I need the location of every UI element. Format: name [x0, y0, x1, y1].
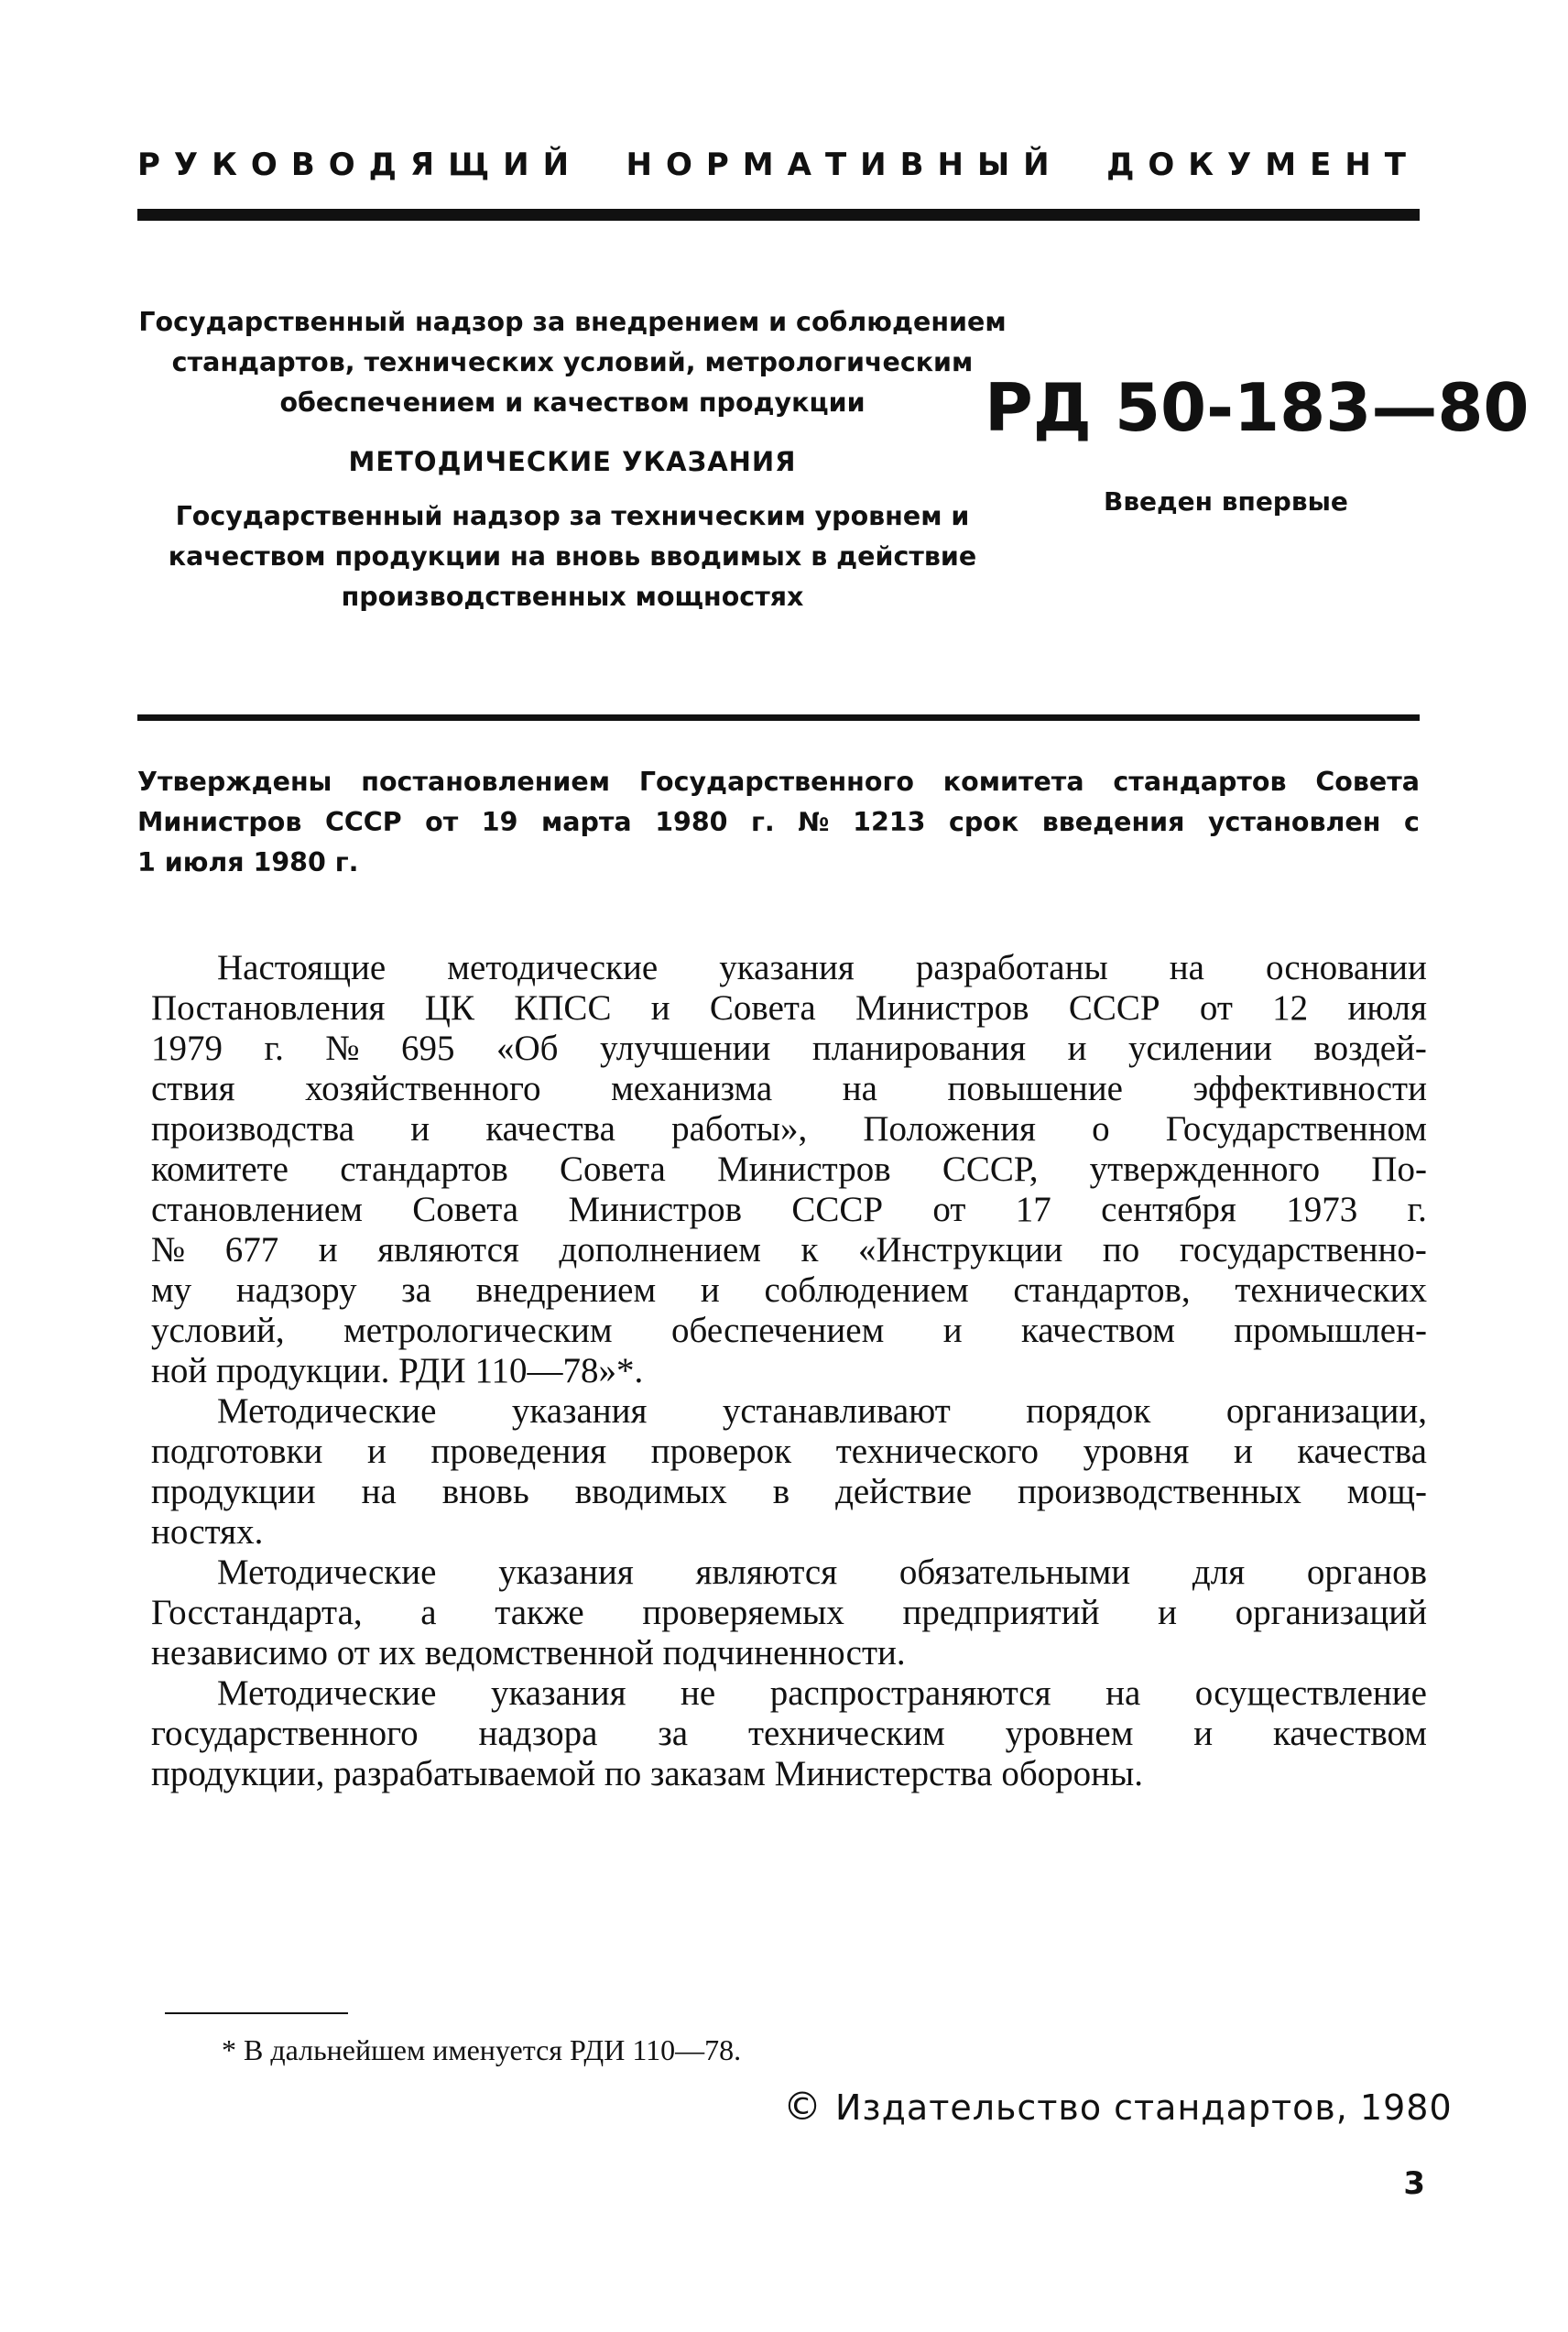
- body-word: надзору: [235, 1270, 357, 1310]
- body-word: от: [336, 1633, 379, 1673]
- body-word: указания: [719, 948, 855, 987]
- body-word: Министерства: [774, 1754, 1002, 1793]
- body-word: государственно-: [1179, 1230, 1427, 1270]
- body-word: основании: [1265, 948, 1427, 987]
- publisher-imprint: [783, 2084, 1453, 2130]
- body-word: Постановления: [151, 988, 386, 1028]
- body-word: и: [650, 988, 670, 1028]
- body-line: [151, 1673, 1427, 1714]
- approval-word: Государственного: [638, 767, 914, 797]
- approval-line: [137, 762, 1420, 802]
- body-line: [151, 1512, 1427, 1553]
- body-word: Настоящие: [217, 948, 387, 987]
- subject-line: производственных мощностях: [341, 582, 804, 612]
- footnote-rule: [165, 2012, 348, 2014]
- body-word: за: [401, 1270, 431, 1310]
- approval-word: комитета: [942, 767, 1084, 797]
- body-line: [151, 1311, 1427, 1351]
- introduced-note: Введен впервые: [1104, 486, 1348, 517]
- body-line: [151, 1351, 1427, 1391]
- body-word: продукции: [151, 1472, 316, 1511]
- body-word: к: [800, 1230, 819, 1270]
- header-rule: [137, 209, 1420, 221]
- body-word: являются: [695, 1553, 838, 1592]
- body-line: [151, 1190, 1427, 1230]
- body-line: [151, 1553, 1427, 1593]
- body-word: ной: [151, 1351, 216, 1390]
- body-word: Совета: [412, 1190, 519, 1229]
- body-word: усилении: [1127, 1029, 1273, 1068]
- body-word: качеством: [1273, 1714, 1427, 1753]
- approval-statement: [137, 762, 1420, 883]
- body-word: 12: [1272, 988, 1309, 1028]
- body-word: качества: [485, 1109, 615, 1149]
- body-word: условий,: [151, 1311, 285, 1350]
- body-word: 1973: [1286, 1190, 1358, 1229]
- body-line: [151, 1472, 1427, 1512]
- body-word: и: [1233, 1432, 1253, 1471]
- body-word: обеспечением: [671, 1311, 885, 1350]
- body-word: хозяйственного: [305, 1069, 541, 1108]
- body-word: стандартов: [340, 1150, 508, 1189]
- body-word: технических: [1235, 1270, 1427, 1310]
- approval-word: от: [425, 807, 459, 837]
- body-word: Министров: [717, 1150, 891, 1189]
- body-word: также: [495, 1593, 584, 1632]
- body-word: мощ-: [1346, 1472, 1427, 1511]
- body-word: устанавливают: [722, 1391, 951, 1431]
- body-word: порядок: [1026, 1391, 1151, 1431]
- approval-line: [137, 802, 1420, 843]
- body-word: внедрением: [475, 1270, 657, 1310]
- publisher-text: Издательство стандартов, 1980: [835, 2087, 1453, 2128]
- body-word: органов: [1306, 1553, 1427, 1592]
- approval-word: стандартов: [1113, 767, 1287, 797]
- approval-word: 1980: [655, 807, 728, 837]
- document-body: [151, 948, 1427, 1794]
- body-word: проверок: [650, 1432, 792, 1471]
- body-word: соблюдением: [764, 1270, 969, 1310]
- body-word: ЦК: [424, 988, 474, 1028]
- copyright-icon: ©: [783, 2084, 822, 2129]
- body-word: работы»,: [671, 1109, 808, 1149]
- body-word: Министров: [568, 1190, 742, 1229]
- body-word: комитете: [151, 1150, 289, 1189]
- body-word: воздей-: [1313, 1029, 1427, 1068]
- body-line: [151, 1270, 1427, 1311]
- body-word: заказам: [650, 1754, 775, 1793]
- body-word: №: [151, 1230, 186, 1270]
- body-word: и: [1067, 1029, 1087, 1068]
- document-series-header: [137, 147, 1420, 183]
- body-word: организаций: [1235, 1593, 1427, 1632]
- approval-word: Министров: [137, 807, 302, 837]
- body-word: ведомственной: [424, 1633, 663, 1673]
- approval-word: с: [1403, 807, 1420, 837]
- body-word: уровнем: [1005, 1714, 1134, 1753]
- body-line: [151, 1069, 1427, 1109]
- body-word: Госстандарта,: [151, 1593, 363, 1632]
- body-word: и: [942, 1311, 963, 1350]
- body-word: и: [700, 1270, 720, 1310]
- body-word: производства: [151, 1109, 355, 1149]
- body-word: стандартов,: [1013, 1270, 1191, 1310]
- body-word: по: [1102, 1230, 1140, 1270]
- body-word: ностях.: [151, 1512, 264, 1552]
- subject-line: Государственный надзор за техническим уровнем и: [175, 501, 970, 531]
- body-word: техническим: [747, 1714, 945, 1753]
- approval-word: Совета: [1315, 767, 1420, 797]
- body-word: СССР: [791, 1190, 884, 1229]
- approval-line: [137, 843, 1420, 883]
- body-word: независимо: [151, 1633, 337, 1673]
- body-word: и: [1193, 1714, 1214, 1753]
- body-word: не: [681, 1673, 716, 1713]
- body-word: 695: [401, 1029, 455, 1068]
- body-word: на: [1169, 948, 1204, 987]
- body-word: на: [1105, 1673, 1141, 1713]
- header-word: НОРМАТИВНЫЙ: [626, 147, 1063, 183]
- body-word: от: [932, 1190, 966, 1229]
- title-line: Государственный надзор за внедрением и соблюдением: [138, 307, 1007, 337]
- approval-word: марта: [540, 807, 632, 837]
- body-line: [151, 1150, 1427, 1190]
- body-word: предприятий: [902, 1593, 1100, 1632]
- document-number: РД 50-183—80: [985, 369, 1530, 446]
- body-word: надзора: [478, 1714, 598, 1753]
- document-type: МЕТОДИЧЕСКИЕ УКАЗАНИЯ: [348, 446, 797, 477]
- document-title-block: [137, 302, 1007, 617]
- body-word: производственных: [1018, 1472, 1301, 1511]
- body-word: за: [658, 1714, 689, 1753]
- body-word: 1979: [151, 1029, 223, 1068]
- body-word: качеством: [1020, 1311, 1175, 1350]
- body-word: для: [1192, 1553, 1246, 1592]
- body-word: Совета: [709, 988, 816, 1028]
- body-line: [151, 1230, 1427, 1270]
- body-word: продукции.: [216, 1351, 399, 1390]
- body-word: становлением: [151, 1190, 363, 1229]
- body-word: Методические: [217, 1673, 437, 1713]
- body-word: а: [420, 1593, 437, 1632]
- approval-word: 1213: [853, 807, 926, 837]
- body-word: г.: [1407, 1190, 1427, 1229]
- body-word: «Об: [496, 1029, 559, 1068]
- body-word: улучшении: [600, 1029, 771, 1068]
- body-word: 110—78»*.: [474, 1351, 644, 1390]
- approval-word: г.: [751, 807, 775, 837]
- approval-word: 19: [481, 807, 518, 837]
- body-line: [151, 1432, 1427, 1472]
- body-line: [151, 1391, 1427, 1432]
- body-word: метрологическим: [343, 1311, 613, 1350]
- body-word: вновь: [441, 1472, 529, 1511]
- body-word: и: [318, 1230, 338, 1270]
- body-word: эффективности: [1192, 1069, 1427, 1108]
- body-word: на: [361, 1472, 397, 1511]
- body-word: Положения: [863, 1109, 1036, 1149]
- body-word: от: [1199, 988, 1233, 1028]
- body-word: и: [366, 1432, 387, 1471]
- body-word: государственного: [151, 1714, 419, 1753]
- body-word: проведения: [430, 1432, 607, 1471]
- body-word: КПСС: [514, 988, 612, 1028]
- body-word: являются: [377, 1230, 519, 1270]
- body-word: СССР: [1068, 988, 1160, 1028]
- header-word: РУКОВОДЯЩИЙ: [137, 147, 583, 183]
- body-word: указания: [490, 1673, 626, 1713]
- body-word: механизма: [611, 1069, 773, 1108]
- body-word: организации,: [1225, 1391, 1427, 1431]
- body-word: разрабатываемой: [333, 1754, 604, 1793]
- approval-word: установлен: [1207, 807, 1381, 837]
- body-word: повышение: [947, 1069, 1123, 1108]
- approval-word: Утверждены: [137, 767, 332, 797]
- body-word: ствия: [151, 1069, 235, 1108]
- footnote: * В дальнейшем именуется РДИ 110—78.: [222, 2033, 742, 2066]
- body-word: действие: [835, 1472, 973, 1511]
- body-word: №: [325, 1029, 360, 1068]
- body-word: и: [1158, 1593, 1177, 1632]
- body-word: проверяемых: [642, 1593, 844, 1632]
- body-word: технического: [835, 1432, 1039, 1471]
- body-word: планирования: [811, 1029, 1027, 1068]
- approval-word: срок: [948, 807, 1019, 837]
- subject-line: качеством продукции на вновь вводимых в действие: [168, 541, 977, 572]
- approval-word: постановлением: [361, 767, 610, 797]
- body-word: подчиненности.: [662, 1633, 906, 1673]
- body-line: [151, 1633, 1427, 1673]
- body-word: осуществление: [1194, 1673, 1427, 1713]
- body-word: качества: [1297, 1432, 1427, 1471]
- body-line: [151, 1593, 1427, 1633]
- title-line: стандартов, технических условий, метрологическим: [171, 347, 974, 377]
- body-word: о: [1092, 1109, 1110, 1149]
- body-word: Совета: [560, 1150, 666, 1189]
- title-line: обеспечением и качеством продукции: [279, 387, 866, 418]
- body-line: [151, 1714, 1427, 1754]
- approval-word: 1 июля 1980 г.: [137, 847, 359, 877]
- body-line: [151, 1754, 1427, 1794]
- body-word: дополнением: [559, 1230, 761, 1270]
- body-line: [151, 988, 1427, 1029]
- body-word: вводимых: [574, 1472, 727, 1511]
- body-word: разработаны: [915, 948, 1108, 987]
- body-word: му: [151, 1270, 192, 1310]
- body-word: г.: [264, 1029, 284, 1068]
- body-word: 17: [1015, 1190, 1051, 1229]
- body-word: обороны.: [1001, 1754, 1144, 1793]
- body-line: [151, 1029, 1427, 1069]
- body-word: в: [772, 1472, 790, 1511]
- body-word: указания: [511, 1391, 648, 1431]
- body-word: РДИ: [398, 1351, 475, 1390]
- body-word: продукции,: [151, 1754, 334, 1793]
- body-word: Министров: [855, 988, 1029, 1028]
- body-word: их: [378, 1633, 425, 1673]
- header-word: ДОКУМЕНТ: [1106, 147, 1420, 183]
- body-word: указания: [498, 1553, 634, 1592]
- approval-word: №: [798, 807, 830, 837]
- page-number: 3: [1403, 2165, 1425, 2202]
- body-line: [151, 948, 1427, 988]
- body-word: По-: [1371, 1150, 1427, 1189]
- body-word: обязательными: [898, 1553, 1131, 1592]
- body-word: распространяются: [769, 1673, 1051, 1713]
- body-word: и: [410, 1109, 430, 1149]
- body-word: СССР,: [942, 1150, 1039, 1189]
- approval-word: введения: [1041, 807, 1185, 837]
- body-word: уровня: [1083, 1432, 1190, 1471]
- body-word: Государственном: [1165, 1109, 1427, 1149]
- body-word: методические: [447, 948, 659, 987]
- body-word: подготовки: [151, 1432, 323, 1471]
- body-line: [151, 1109, 1427, 1150]
- body-word: промышлен-: [1234, 1311, 1427, 1350]
- approval-word: СССР: [324, 807, 402, 837]
- body-word: сентября: [1101, 1190, 1236, 1229]
- body-word: на: [842, 1069, 877, 1108]
- body-word: утвержденного: [1089, 1150, 1321, 1189]
- body-word: июля: [1347, 988, 1427, 1028]
- body-word: «Инструкции: [857, 1230, 1063, 1270]
- body-word: Методические: [217, 1553, 437, 1592]
- body-word: Методические: [217, 1391, 437, 1431]
- section-rule: [137, 714, 1420, 721]
- body-word: по: [604, 1754, 651, 1793]
- body-word: 677: [224, 1230, 279, 1270]
